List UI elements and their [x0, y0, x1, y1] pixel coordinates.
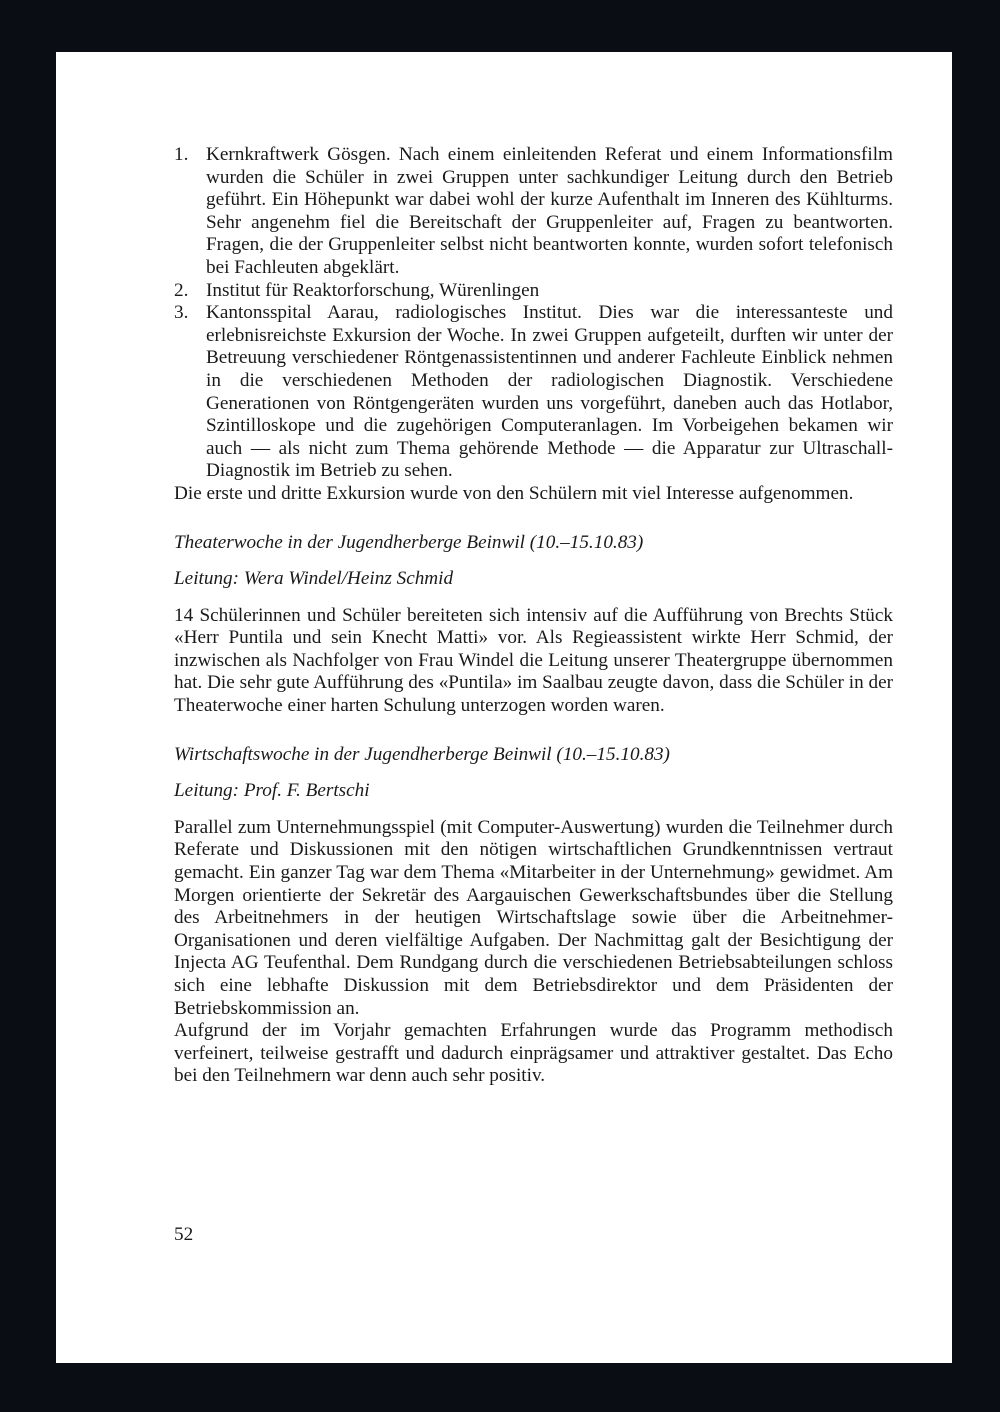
excursion-summary: Die erste und dritte Exkursion wurde von den Schülern mit viel Interesse aufgenommen. [174, 482, 854, 504]
page-number: 52 [174, 1224, 194, 1245]
list-item-text: Kantonsspital Aarau, radiologisches Institut. Dies war die interessanteste und erlebnisreichste Exkursion der Woche. In zwei Gruppen aufgeteilt, durften wir unter der Betreuung verschiedener Röntgenassistentinnen und anderer Fachleute Einblick nehmen in die verschiedenen Methoden der radiologischen Diagnostik. Verschiedene Generationen von Röntgengeräten wurden uns vorgeführt, daneben auch das Hotlabor, Szintilloskope und die zugehörigen Computeranlagen. Im Vorbeigehen bekamen wir auch — als nicht zum Thema gehörende Methode — die Apparatur zur Ultraschall-Diagnostik im Betrieb zu sehen. [206, 302, 893, 482]
page-content [174, 144, 893, 1088]
list-item-text: Kernkraftwerk Gösgen. Nach einem einleitenden Referat und einem Informationsfilm wurden die Schüler in zwei Gruppen unter sachkundiger Leitung durch den Betrieb geführt. Ein Höhepunkt war dabei wohl der kurze Aufenthalt im Inneren des Kühlturms. Sehr angenehm fiel die Bereitschaft der Gruppenleiter auf, Fragen zu beantworten. Fragen, die der Gruppenleiter selbst nicht beantworten konnte, wurden sofort telefonisch bei Fachleuten abgeklärt. [206, 144, 893, 278]
list-item [174, 144, 893, 280]
spacer [174, 591, 893, 605]
list-item [174, 302, 893, 483]
theater-section-title: Theaterwoche in der Jugendherberge Beinwil (10.–15.10.83) [174, 531, 644, 553]
theater-body: 14 Schülerinnen und Schüler bereiteten sich intensiv auf die Aufführung von Brechts Stück «Herr Puntila und sein Knecht Matti» vor. Als Regieassistent wirkte Herr Schmid, der inzwischen als Nachfolger von Frau Windel die Leitung unserer Theatergruppe übernommen hat. Die sehr gute Aufführung des «Puntila» im Saalbau zeugte davon, dass die Schüler in der Theaterwoche einer harten Schulung unterzogen worden waren. [174, 604, 893, 717]
document-page [56, 52, 952, 1363]
spacer [174, 718, 893, 744]
spacer [174, 554, 893, 568]
list-number: 2. [174, 279, 189, 301]
wirtschaft-body-1: Parallel zum Unternehmungsspiel (mit Computer-Auswertung) wurden die Teilnehmer durch Referate und Diskussionen mit den nötigen wirtschaftlichen Grundkenntnissen vertraut gemacht. Ein ganzer Tag war dem Thema «Mitarbeiter in der Unternehmung» gewidmet. Am Morgen orientierte der Sekretär des Aargauischen Gewerkschaftsbundes über die Stellung des Arbeitnehmers in der heutigen Wirtschaftslage sowie über die Arbeitnehmer-Organisationen und deren vielfältige Aufgaben. Der Nachmittag galt der Besichtigung der Injecta AG Teufenthal. Dem Rundgang durch die verschiedenen Betriebsabteilungen schloss sich eine lebhafte Diskussion mit dem Betriebsdirektor und dem Präsidenten der Betriebskommission an. [174, 816, 893, 1019]
excursion-list [174, 144, 893, 483]
list-number: 1. [174, 144, 189, 165]
list-item [174, 280, 893, 303]
spacer [174, 803, 893, 817]
wirtschaft-body-2: Aufgrund der im Vorjahr gemachten Erfahrungen wurde das Programm methodisch verfeinert, teilweise gestrafft und dadurch einprägsamer und attraktiver gestaltet. Das Echo bei den Teilnehmern war denn auch sehr positiv. [174, 1020, 893, 1087]
list-item-text: Institut für Reaktorforschung, Würenlingen [206, 279, 540, 301]
wirtschaft-section-title: Wirtschaftswoche in der Jugendherberge Beinwil (10.–15.10.83) [174, 743, 670, 765]
list-number: 3. [174, 302, 189, 324]
spacer [174, 766, 893, 780]
wirtschaft-leitung: Leitung: Prof. F. Bertschi [174, 780, 370, 802]
theater-leitung: Leitung: Wera Windel/Heinz Schmid [174, 568, 454, 590]
spacer [174, 506, 893, 532]
